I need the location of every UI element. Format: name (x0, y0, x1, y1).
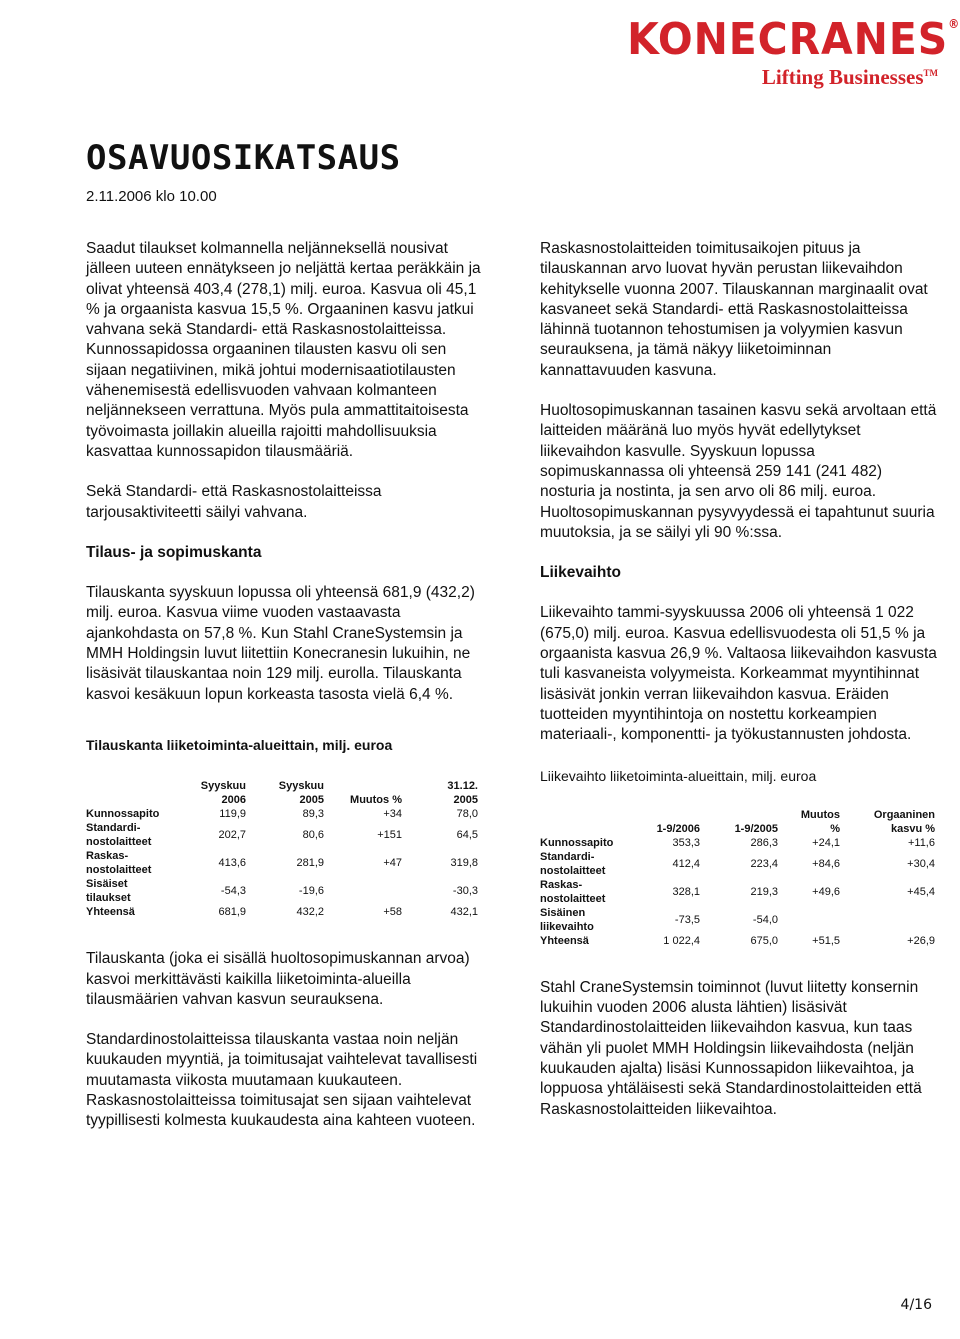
table-cell: 219,3 (750, 885, 778, 898)
table-cell: 328,1 (672, 885, 700, 898)
table-header-row (540, 808, 935, 836)
table-header-cell: Syyskuu 2006 (200, 780, 246, 807)
table-cell: +49,6 (812, 885, 840, 898)
table-cell: 412,4 (672, 857, 700, 870)
table-header-cell (540, 808, 634, 836)
table-header-cell: Muutos % (800, 808, 840, 835)
table-cell: +51,5 (812, 934, 840, 947)
publication-date: 2.11.2006 klo 10.00 (86, 188, 217, 205)
table-row (540, 836, 935, 850)
table-cell: +26,9 (907, 934, 935, 947)
table-cell (778, 906, 840, 934)
table-header-cell: 31.12. 2005 (447, 780, 478, 807)
paragraph: Liikevaihto tammi-syyskuussa 2006 oli yhteensä 1 022 (675,0) milj. euroa. Kasvua edellisvuodesta oli 51,5 % ja orgaanista kasvua 26,9 %. Valtaosa liikevaihdon kasvusta tuli kasvaneista volyymeista. Korkeammat myyntihinnat lisäsivät jonkin verran liikevaihdon kasvua. Eräiden tuotteiden myyntihintoja on nostettu korkeampien materiaali-, komponentti- ja työkustannusten johdosta. (540, 604, 937, 744)
table-title-net-sales: Liikevaihto liiketoiminta-alueittain, milj. euroa (540, 767, 817, 784)
table-cell: 1 022,4 (663, 934, 700, 947)
table-cell: -73,5 (674, 913, 700, 926)
section-heading-net-sales: Liikevaihto (540, 564, 621, 582)
table-header-row (86, 779, 478, 807)
table-header-cell: Orgaaninen kasvu % (873, 808, 935, 835)
table-cell: 80,6 (302, 829, 324, 842)
paragraph: Saadut tilaukset kolmannella neljänneksellä nousivat jälleen uuteen ennätykseen jo neljättä kertaa peräkkäin ja olivat yhteensä 403,4 (278,1) milj. euroa. Kasvua oli 45,1 % ja orgaanista kasvua 15,5 %. Orgaaninen kasvu jatkui vahvana sekä Standardi- että Raskasnostolaitteissa. Kunnossapidossa orgaaninen tilausten kasvu oli sen sijaan negatiivinen, mikä johtui modernisaatiotilausten vähenemisestä edellisvuoden vahvaan kolmanteen neljännekseen verrattuna. Myös pula ammattitaitoisesta työvoimasta joillakin alueilla rajoitti mahdollisuuksia kasvattaa kunnossapidon tilausmääriä. (86, 240, 481, 460)
table-cell: 119,9 (219, 808, 246, 821)
right-column (540, 239, 940, 1140)
left-column (86, 239, 486, 1152)
table-cell: 64,5 (456, 829, 478, 842)
table-cell: 413,6 (218, 857, 246, 870)
paragraph: Stahl CraneSystemsin toiminnot (luvut liitetty konsernin lukuihin vuoden 2006 alusta lähtien) lisäsivät Standardinostolaitteiden liikevaihdon kasvua, kun taas vähän yli puolet MMH Holdingsin liikevaihdosta (neljän kuukauden ajalta) lisäsi Kunnossapidon liikevaihtoa, ja loppuosa yhtäläisesti sekä Standardinostolaitteiden että Raskasnostolaitteiden liikevaihtoa. (540, 978, 922, 1118)
table-cell: -19,6 (298, 885, 324, 898)
row-label: Standardi- nostolaitteet (86, 822, 152, 849)
table-cell: -54,0 (752, 913, 778, 926)
paragraph: Sekä Standardi- että Raskasnostolaitteissa tarjousaktiviteetti säilyi vahvana. (86, 483, 382, 521)
table-cell: +58 (383, 906, 402, 919)
table-row (86, 849, 478, 877)
table-cell: +84,6 (812, 857, 840, 870)
table-cell: 89,3 (302, 808, 324, 821)
table-cell: +47 (383, 857, 402, 870)
row-label: Sisäiset tilaukset (86, 878, 131, 905)
table-header-cell: Syyskuu 2005 (278, 780, 324, 807)
row-label: Sisäinen liikevaihto (540, 906, 594, 933)
section-heading-order-book: Tilaus- ja sopimuskanta (86, 543, 262, 561)
table-cell: -30,3 (452, 885, 478, 898)
table-cell (324, 877, 402, 905)
table-cell (840, 906, 935, 934)
row-label: Standardi- nostolaitteet (540, 850, 606, 877)
table-header-cell: 1-9/2005 (734, 822, 778, 835)
table-cell: 675,0 (750, 934, 778, 947)
table-cell: 432,2 (296, 906, 324, 919)
paragraph: Standardinostolaitteissa tilauskanta vastaa noin neljän kuukauden myyntiä, ja toimitusajat vaihtelevat tavallisesti muutamasta viikosta muutamaan kuukauteen. Raskasnostolaitteissa toimitusajat sen sijaan vaihtelevat tyypillisesti kolmesta kuukaudesta aina kahteen vuoteen. (86, 1031, 478, 1130)
table-row (540, 934, 935, 948)
table-row (86, 821, 478, 849)
table-cell: 353,3 (672, 836, 700, 849)
table-header-cell: 1-9/2006 (656, 822, 700, 835)
table-title-order-book: Tilauskanta liiketoiminta-alueittain, milj. euroa (86, 736, 393, 753)
paragraph: Tilauskanta syyskuun lopussa oli yhteensä 681,9 (432,2) milj. euroa. Kasvua viime vuoden vastaavasta ajankohdasta on 57,8 %. Kun Stahl CraneSystemsin ja MMH Holdingsin luvut liitettiin Konecranesin lukuihin, ne lisäsivät tilauskantaa noin 129 milj. eurolla. Tilauskanta kasvoi kesäkuun lopun korkeasta tasosta vielä 6,4 %. (86, 584, 475, 703)
row-label: Yhteensä (540, 934, 589, 947)
table-header-cell (86, 779, 182, 807)
row-label: Kunnossapito (86, 808, 160, 821)
konecranes-logo (602, 14, 960, 90)
paragraph: Raskasnostolaitteiden toimitusaikojen pituus ja tilauskannan arvo luovat hyvän perustan liikevaihdon kehitykselle vuonna 2007. Tilauskannan marginaalit ovat kasvaneet sekä Standardi- että Raskasnostolaitteissa lähinnä tuotannon tehostumisen ja volyymien kasvun seurauksena, ja tämä näkyy liiketoiminnan kannattavuuden kasvuna. (540, 240, 928, 379)
table-row (540, 906, 935, 934)
paragraph: Tilauskanta (joka ei sisällä huoltosopimuskannan arvoa) kasvoi merkittävästi kaikilla liiketoiminta-alueilla tilausmäärien vahvan kasvun seurauksena. (86, 950, 470, 1008)
row-label: Raskas- nostolaitteet (86, 850, 152, 877)
table-cell: 681,9 (218, 906, 246, 919)
table-cell: +151 (377, 829, 402, 842)
table-cell: +24,1 (812, 836, 840, 849)
logo-wordmark: KONECRANES® (627, 14, 960, 65)
table-cell: 432,1 (450, 906, 478, 919)
table-cell: 286,3 (750, 836, 778, 849)
net-sales-table (540, 808, 935, 948)
table-row (86, 877, 478, 905)
row-label: Raskas- nostolaitteet (540, 878, 606, 905)
table-row (540, 850, 935, 878)
table-cell: 281,9 (296, 857, 324, 870)
order-book-table (86, 779, 478, 919)
page-number: 4/16 (900, 1297, 932, 1313)
table-row (86, 807, 478, 821)
table-row (86, 905, 478, 919)
table-cell: 202,7 (218, 829, 246, 842)
table-cell: -54,3 (220, 885, 246, 898)
table-cell: +45,4 (907, 885, 935, 898)
row-label: Yhteensä (86, 906, 135, 919)
table-cell: 223,4 (750, 857, 778, 870)
table-cell: 319,8 (450, 857, 478, 870)
table-header-cell: Muutos % (350, 794, 402, 807)
table-cell: 78,0 (456, 808, 478, 821)
table-row (540, 878, 935, 906)
table-cell: +11,6 (907, 836, 935, 849)
page-title: OSAVUOSIKATSAUS (86, 138, 401, 178)
table-cell: +30,4 (907, 857, 935, 870)
logo-tagline: Lifting Businesses™ (761, 65, 938, 89)
table-cell: +34 (383, 808, 402, 821)
paragraph: Huoltosopimuskannan tasainen kasvu sekä arvoltaan että laitteiden määränä luo myös hyvät edellytykset liikevaihdon kasvulle. Syyskuun lopussa sopimuskannassa oli yhteensä 259 141 (241 482) nosturia ja nostinta, ja sen arvo oli 86 milj. euroa. Huoltosopimuskannan pysyvyydessä ei tapahtunut suuria muutoksia, ja se säilyi yli 90 %:ssa. (540, 402, 937, 541)
row-label: Kunnossapito (540, 836, 614, 849)
